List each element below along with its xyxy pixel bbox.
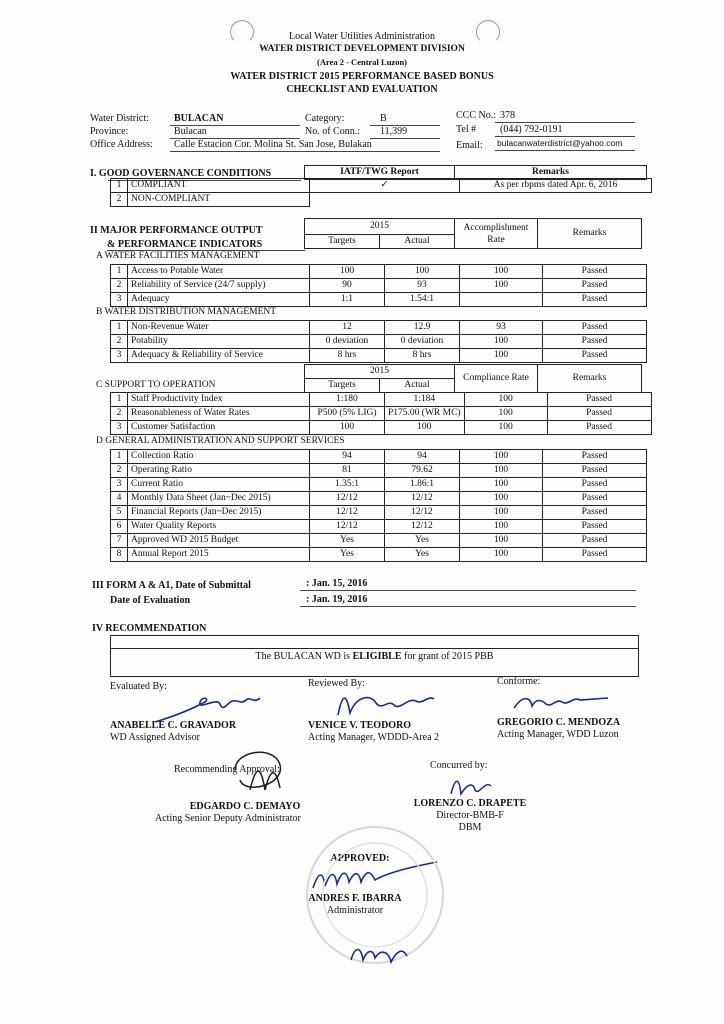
- cell-m: Passed: [543, 279, 647, 293]
- cell-a: Yes: [385, 548, 460, 562]
- table-row: [111, 421, 652, 435]
- cell-a: 1:184: [385, 393, 465, 407]
- signature-demayo: [225, 740, 295, 800]
- cell-r: 100: [460, 520, 543, 534]
- table-row: [111, 534, 647, 548]
- recommender-block: EDGARDO C. DEMAYO: [189, 801, 301, 812]
- cell-label: Access to Potable Water: [128, 265, 310, 279]
- cell-r: 100: [460, 349, 543, 363]
- concurred-label: Concurred by:: [430, 760, 488, 771]
- cell-m: Passed: [543, 450, 647, 464]
- signature-teodoro: [330, 685, 440, 725]
- table-row: [111, 450, 647, 464]
- cell-t: 90: [310, 279, 385, 293]
- province-label: Province:: [90, 126, 129, 137]
- email-value: bulacanwaterdistrict@yahoo.com: [497, 138, 623, 148]
- table-row: [111, 265, 647, 279]
- section-2-title: II MAJOR PERFORMANCE OUTPUT: [90, 225, 263, 236]
- check-mark: ✓: [310, 179, 460, 193]
- initial-mark: [345, 940, 415, 970]
- table-row: [111, 349, 647, 363]
- cell-a: 1.54:1: [385, 293, 460, 307]
- cell-n: 2: [111, 279, 128, 293]
- cell-label: Reliability of Service (24/7 supply): [128, 279, 310, 293]
- tel-value: (044) 792-0191: [500, 124, 563, 135]
- cell-a: 12/12: [385, 506, 460, 520]
- cell-n: 3: [111, 293, 128, 307]
- reviewer-block: VENICE V. TEODORO Acting Manager, WDDD-Area 2: [308, 720, 440, 743]
- section-2-subtitle: & PERFORMANCE INDICATORS: [107, 239, 263, 250]
- cell-a: 12/12: [385, 520, 460, 534]
- table-row: [111, 478, 647, 492]
- cell-n: 4: [111, 492, 128, 506]
- cell-t: 8 hrs: [310, 349, 385, 363]
- approver-block: ANDRES F. IBARRA Administrator: [308, 893, 402, 916]
- cell-a: 12.9: [385, 321, 460, 335]
- cell-label: Current Ratio: [128, 478, 310, 492]
- actual-header-c: Actual: [380, 379, 455, 393]
- cell-m: Passed: [543, 321, 647, 335]
- submittal-date: : Jan. 15, 2016: [306, 578, 368, 589]
- cell-t: 12/12: [310, 492, 385, 506]
- section-4-title: IV RECOMMENDATION: [92, 623, 207, 634]
- header-subtitle: CHECKLIST AND EVALUATION: [286, 84, 438, 95]
- cell-r: 100: [460, 265, 543, 279]
- accomplishment-header: Accomplishment Rate: [455, 219, 538, 249]
- cell-m: Passed: [543, 349, 647, 363]
- wd-label: Water District:: [90, 113, 149, 124]
- conforme-label: Conforme:: [497, 676, 541, 687]
- concurred-block: LORENZO C. DRAPETE Director-BMB-F DBM: [413, 798, 527, 833]
- table-row: [111, 464, 647, 478]
- cell-n: 1: [111, 393, 128, 407]
- recommending-label: Recommending Approval:: [174, 764, 280, 775]
- cell-r: 100: [464, 393, 547, 407]
- table-row: [111, 548, 647, 562]
- cell-a: 8 hrs: [385, 349, 460, 363]
- table-row: [111, 293, 647, 307]
- cell-r: 100: [460, 506, 543, 520]
- approved-label: APPROVED:: [330, 853, 390, 864]
- cell-r: 93: [460, 321, 543, 335]
- cell-n: 1: [111, 321, 128, 335]
- cell-label: Annual Report 2015: [128, 548, 310, 562]
- section-3-title: III FORM A & A1, Date of Submittal: [92, 580, 251, 591]
- table-d: [110, 449, 647, 562]
- table-b: [110, 320, 647, 363]
- subsection-c-title: C SUPPORT TO OPERATION: [96, 380, 216, 390]
- connections-value: 11,399: [380, 126, 408, 137]
- cell-m: Passed: [543, 265, 647, 279]
- cell-t: Yes: [310, 548, 385, 562]
- cell-n: 1: [111, 450, 128, 464]
- wd-value: BULACAN: [174, 113, 224, 124]
- table-row: [111, 321, 647, 335]
- table-c: [110, 392, 652, 435]
- tel-label: Tel #: [456, 124, 477, 135]
- cell-n: 1: [111, 265, 128, 279]
- cell-m: Passed: [547, 393, 651, 407]
- cell-a: 100: [385, 265, 460, 279]
- cell-m: Passed: [543, 464, 647, 478]
- cell-t: 12/12: [310, 506, 385, 520]
- cell-label: Adequacy & Reliability of Service: [128, 349, 310, 363]
- recommendation-box: [110, 635, 639, 677]
- remarks-header: Remarks: [538, 219, 642, 249]
- section-1-table: [110, 178, 652, 207]
- cell-label: Potability: [128, 335, 310, 349]
- cell-t: 1.35:1: [310, 478, 385, 492]
- recommendation-text: The BULACAN WD is ELIGIBLE for grant of 2015 PBB: [255, 651, 494, 662]
- cell-r: 100: [460, 335, 543, 349]
- cell-n: 7: [111, 534, 128, 548]
- cell-r: [460, 293, 543, 307]
- year-header: 2015: [305, 219, 455, 235]
- cell-t: Yes: [310, 534, 385, 548]
- compliance-header: Compliance Rate: [455, 365, 538, 393]
- reviewed-by-label: Reviewed By:: [308, 678, 365, 689]
- cell-label: Monthly Data Sheet (Jan~Dec 2015): [128, 492, 310, 506]
- cell-m: Passed: [543, 335, 647, 349]
- cell-label: Reasonableness of Water Rates: [128, 407, 310, 421]
- cell-label: Financial Reports (Jan~Dec 2015): [128, 506, 310, 520]
- cell-m: Passed: [543, 520, 647, 534]
- cell-a: 12/12: [385, 492, 460, 506]
- cell-t: P500 (5% LIG): [310, 407, 385, 421]
- cell-n: 6: [111, 520, 128, 534]
- cell-label: Adequacy: [128, 293, 310, 307]
- cell-a: 93: [385, 279, 460, 293]
- table-row: [111, 492, 647, 506]
- cell-t: 12/12: [310, 520, 385, 534]
- cell-t: 100: [310, 421, 385, 435]
- province-value: Bulacan: [174, 126, 207, 137]
- header-area: (Area 2 - Central Luzon): [316, 57, 408, 67]
- cell-n: 2: [111, 464, 128, 478]
- cell-r: 100: [460, 464, 543, 478]
- cell-a: Yes: [385, 534, 460, 548]
- targets-header: Targets: [305, 235, 380, 249]
- cell-a: P175.00 (WR MC): [385, 407, 465, 421]
- cell-r: 100: [464, 407, 547, 421]
- cell-t: 81: [310, 464, 385, 478]
- cell-t: 1:1: [310, 293, 385, 307]
- table-a: [110, 264, 647, 307]
- table-row: [111, 335, 647, 349]
- conforme-block: GREGORIO C. MENDOZA Acting Manager, WDD Luzon: [497, 717, 621, 740]
- cell-label: Staff Productivity Index: [128, 393, 310, 407]
- cell-n: 2: [111, 335, 128, 349]
- year-header-c: 2015: [305, 365, 455, 379]
- category-value: B: [380, 113, 387, 124]
- cell-r: 100: [460, 492, 543, 506]
- cell-t: 94: [310, 450, 385, 464]
- cell-label: Customer Satisfaction: [128, 421, 310, 435]
- table-row: 2 NON-COMPLIANT: [111, 193, 652, 207]
- cell-a: 79.62: [385, 464, 460, 478]
- cell-r: 100: [460, 548, 543, 562]
- cell-m: Passed: [547, 407, 651, 421]
- cell-n: 5: [111, 506, 128, 520]
- cell-a: 1.86:1: [385, 478, 460, 492]
- table-row: [111, 393, 652, 407]
- cell-label: Operating Ratio: [128, 464, 310, 478]
- cell-m: Passed: [547, 421, 651, 435]
- subsection-b-title: B WATER DISTRIBUTION MANAGEMENT: [96, 307, 277, 317]
- email-label: Email:: [456, 140, 483, 151]
- cell-n: 2: [111, 407, 128, 421]
- recommender-title: Acting Senior Deputy Administrator: [155, 813, 301, 824]
- office-label: Office Address:: [90, 139, 153, 150]
- cell-m: Passed: [543, 548, 647, 562]
- cell-label: Collection Ratio: [128, 450, 310, 464]
- table-row: [111, 279, 647, 293]
- section-2-header-table: [304, 218, 642, 249]
- col-report-header: IATF/TWG Report: [305, 166, 455, 180]
- targets-header-c: Targets: [305, 379, 380, 393]
- category-label: Category:: [305, 113, 345, 124]
- cell-m: Passed: [543, 478, 647, 492]
- cell-t: 100: [310, 265, 385, 279]
- cell-m: Passed: [543, 534, 647, 548]
- ccc-value: 378: [500, 110, 515, 121]
- table-row: [111, 407, 652, 421]
- cell-n: 3: [111, 349, 128, 363]
- evaluator-block: ANABELLE C. GRAVADOR WD Assigned Advisor: [110, 720, 237, 743]
- cell-t: 0 deviation: [310, 335, 385, 349]
- ccc-label: CCC No.:: [456, 110, 497, 121]
- cell-t: 1:180: [310, 393, 385, 407]
- cell-label: Non-Revenue Water: [128, 321, 310, 335]
- connections-label: No. of Conn.:: [305, 126, 360, 137]
- table-row: [111, 506, 647, 520]
- cell-r: 100: [460, 478, 543, 492]
- cell-m: Passed: [543, 506, 647, 520]
- subsection-d-title: D GENERAL ADMINISTRATION AND SUPPORT SERVICES: [96, 436, 345, 446]
- remarks-header-c: Remarks: [538, 365, 642, 393]
- cell-r: 100: [460, 534, 543, 548]
- header-division: WATER DISTRICT DEVELOPMENT DIVISION: [259, 44, 465, 54]
- header-agency: Local Water Utilities Administration: [289, 31, 435, 42]
- cell-a: 0 deviation: [385, 335, 460, 349]
- cell-n: 3: [111, 478, 128, 492]
- table-row: 1 COMPLIANT ✓ As per rbpms dated Apr. 6, 2016: [111, 179, 652, 193]
- cell-m: Passed: [543, 492, 647, 506]
- actual-header: Actual: [380, 235, 455, 249]
- evaluation-date: : Jan. 19, 2016: [306, 594, 368, 605]
- cell-a: 100: [385, 421, 465, 435]
- col-remarks-header: Remarks: [455, 166, 647, 180]
- cell-r: 100: [460, 450, 543, 464]
- header-title: WATER DISTRICT 2015 PERFORMANCE BASED BONUS: [230, 71, 494, 82]
- cell-a: 94: [385, 450, 460, 464]
- evaluated-by-label: Evaluated By:: [110, 681, 167, 692]
- section-c-header-table: [304, 364, 642, 393]
- cell-r: 100: [460, 279, 543, 293]
- cell-t: 12: [310, 321, 385, 335]
- cell-n: 3: [111, 421, 128, 435]
- section-3-subtitle: Date of Evaluation: [110, 595, 190, 606]
- office-value: Calle Estacion Cor. Molina St. San Jose, Bulakan: [174, 139, 372, 150]
- cell-label: Water Quality Reports: [128, 520, 310, 534]
- cell-r: 100: [464, 421, 547, 435]
- cell-label: Approved WD 2015 Budget: [128, 534, 310, 548]
- subsection-a-title: A WATER FACILITIES MANAGEMENT: [96, 251, 260, 261]
- section-1-title: I. GOOD GOVERNANCE CONDITIONS: [90, 168, 272, 179]
- table-row: [111, 520, 647, 534]
- cell-m: Passed: [543, 293, 647, 307]
- cell-n: 8: [111, 548, 128, 562]
